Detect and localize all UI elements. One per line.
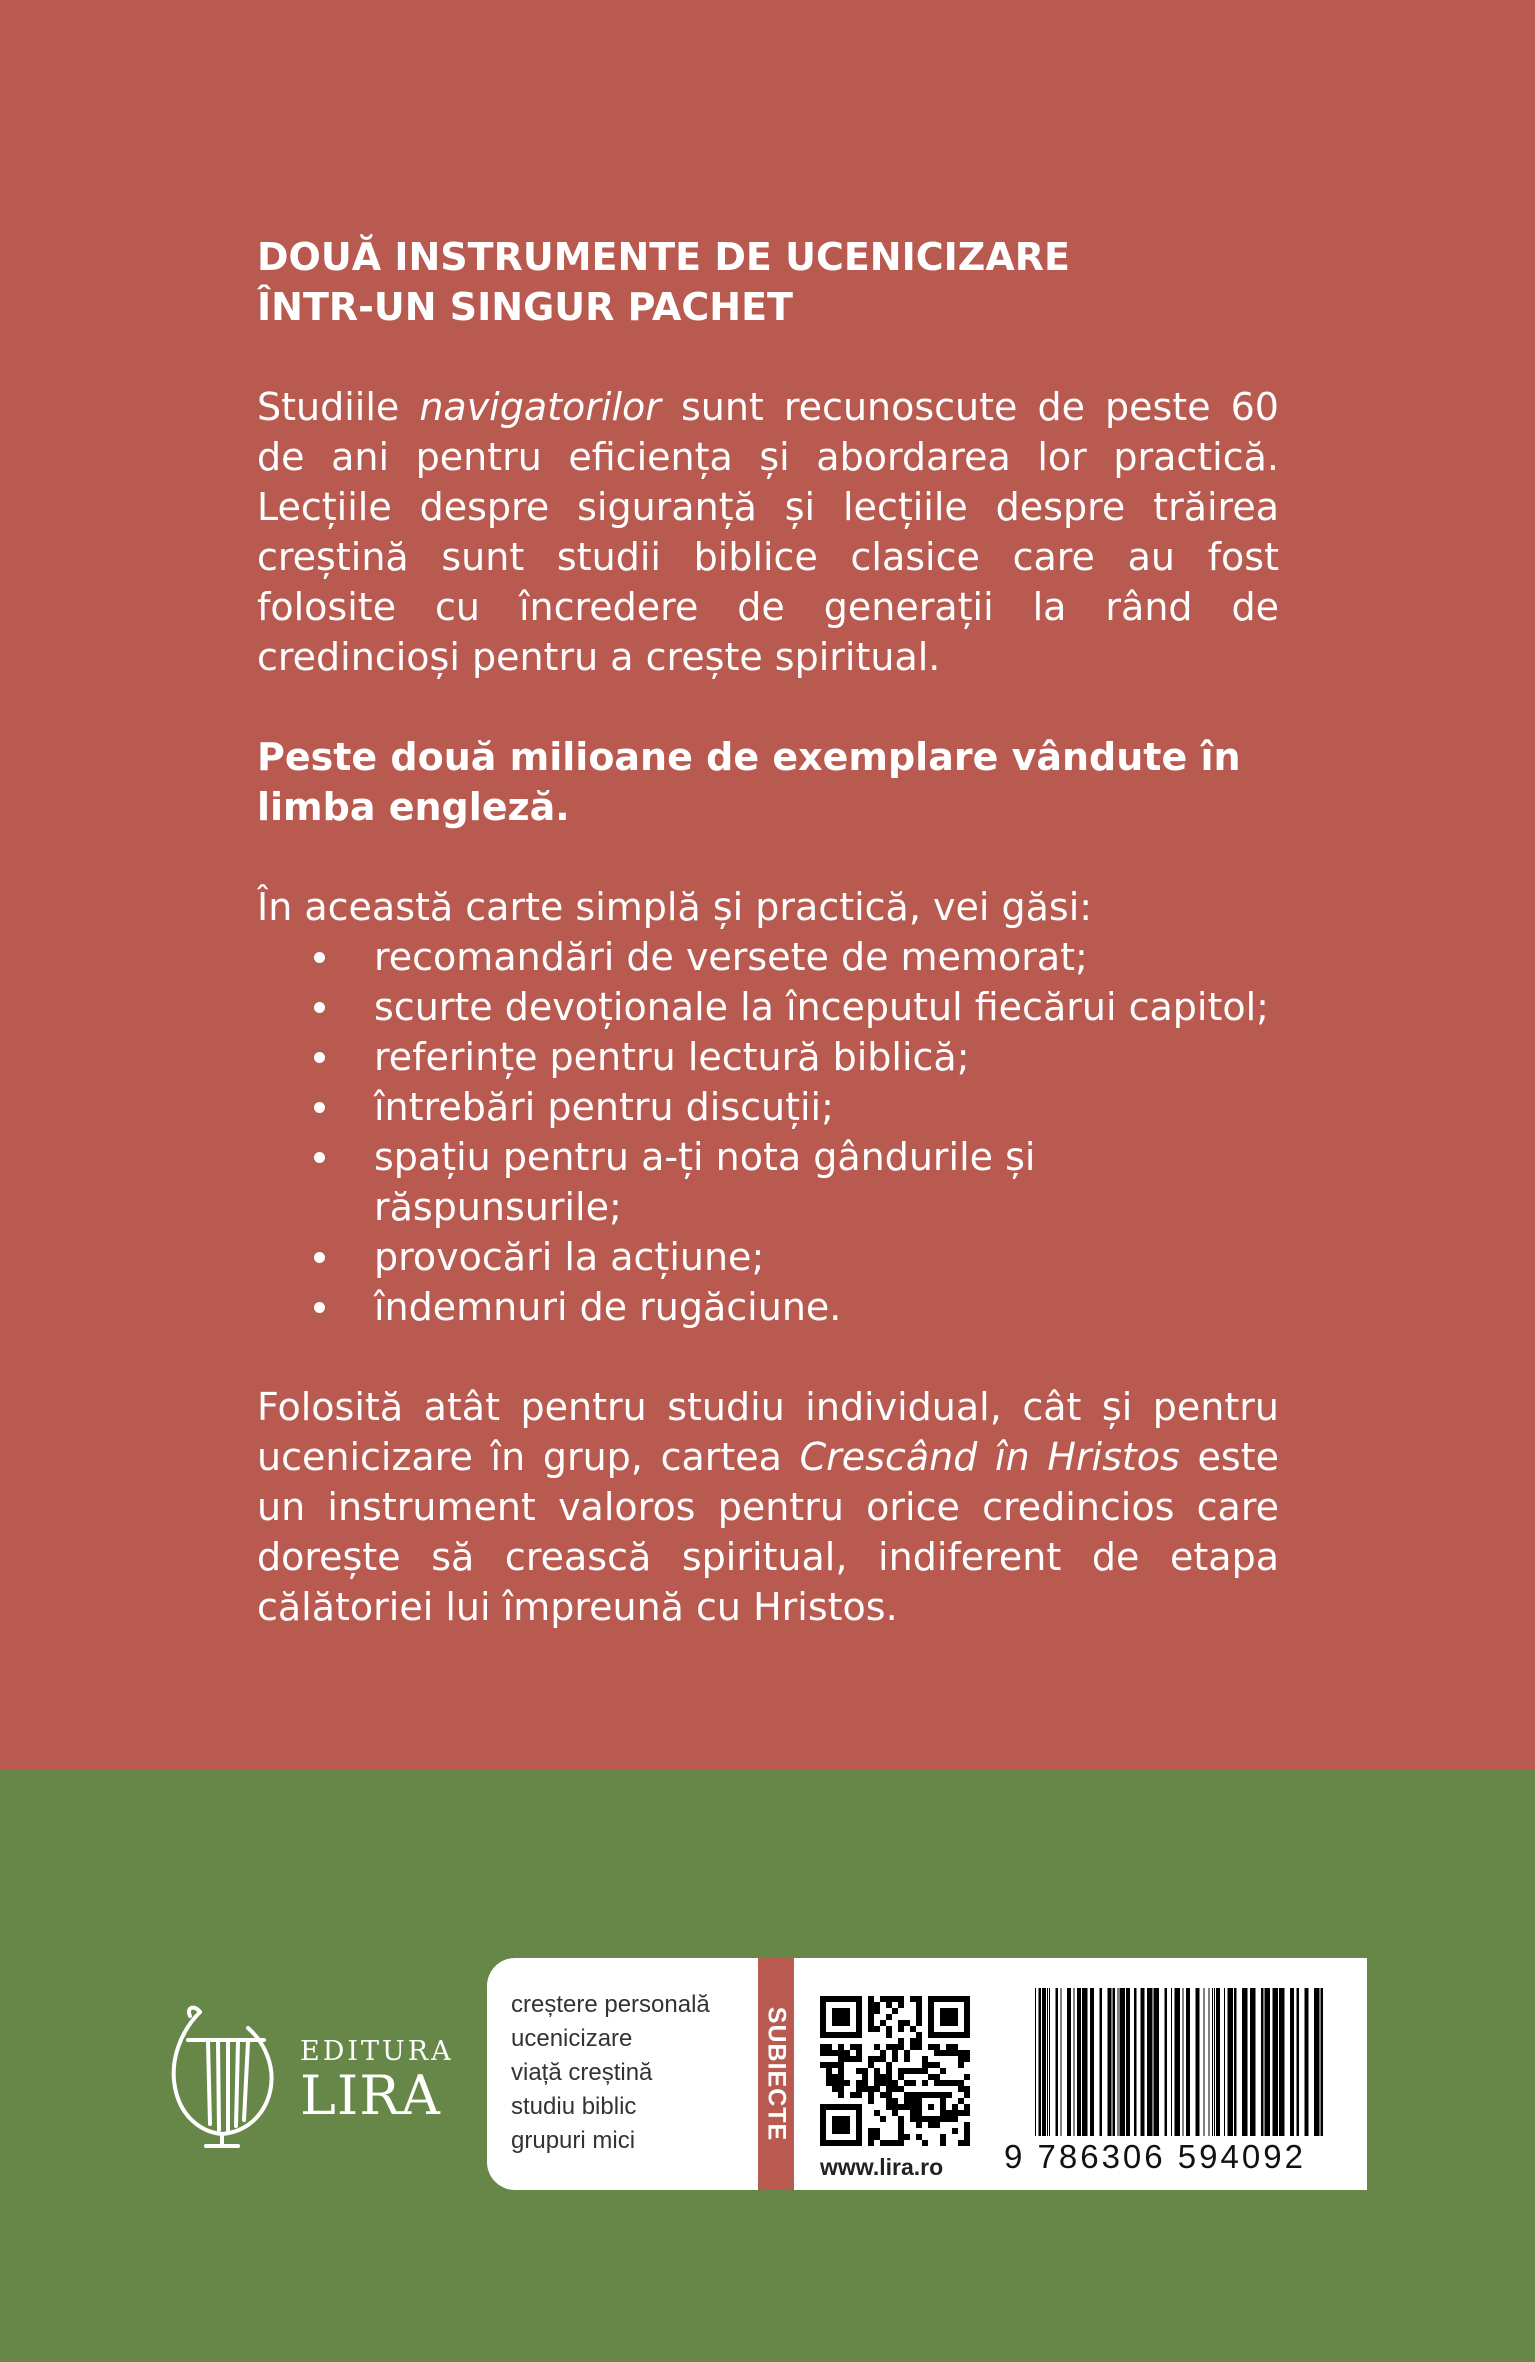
paragraph-sales: Peste două milioane de exemplare vândute în limba engleză. xyxy=(257,735,1241,829)
subject-item: creștere personală xyxy=(511,1991,710,2018)
list-item: provocări la acțiune; xyxy=(257,1232,1279,1282)
subject-item: grupuri mici xyxy=(511,2127,636,2154)
subject-item: viață creștină xyxy=(511,2059,653,2086)
subjects-label: SUBIECTE xyxy=(762,2006,791,2142)
list-item: îndemnuri de rugăciune. xyxy=(257,1282,1279,1332)
heading-line-1: DOUĂ INSTRUMENTE DE UCENICIZARE xyxy=(257,235,1070,279)
p3-before: Folosită atât pentru studiu individual, cât și pentru ucenicizare în grup, cartea xyxy=(257,1385,1279,1479)
qr-code-icon xyxy=(820,1996,970,2146)
p1-after: sunt recunoscute de peste 60 de ani pentru eficiența și abordarea lor practică. Lecțiile despre siguranță și lecțiile despre trăirea creștină sunt studii biblice clasice care au fost folosite cu încredere de generații la rând de credincioși pentru a crește spiritual. xyxy=(257,385,1279,679)
p3-after: este un instrument valoros pentru orice credincios care dorește să crească spiritual, indiferent de etapa călătoriei lui împreună cu Hristos. xyxy=(257,1435,1279,1629)
subjects-strip xyxy=(758,1958,794,2190)
list-intro: În această carte simplă și practică, vei găsi: xyxy=(257,885,1093,929)
list-item: întrebări pentru discuții; xyxy=(257,1082,1279,1132)
subjects-list xyxy=(511,1988,751,2158)
publisher-line-1: EDITURA xyxy=(300,2036,454,2067)
publisher-line-2: LIRA xyxy=(300,2064,441,2127)
publisher-logo xyxy=(160,2000,480,2150)
website-url: www.lira.ro xyxy=(820,2154,944,2180)
list-item: scurte devoționale la începutul fiecărui capitol; xyxy=(257,982,1279,1032)
lyre-icon xyxy=(160,2000,290,2150)
blurb-heading xyxy=(257,232,1279,332)
p3-emphasis: Crescând în Hristos xyxy=(799,1435,1180,1479)
feature-list xyxy=(257,932,1279,1332)
list-item: spațiu pentru a-ți nota gândurile și răspunsurile; xyxy=(257,1132,1279,1232)
p1-before: Studiile xyxy=(257,385,420,429)
paragraph-navigators xyxy=(257,382,1279,682)
info-panel xyxy=(487,1958,1367,2190)
blurb xyxy=(257,232,1279,1632)
heading-line-2: ÎNTR-UN SINGUR PACHET xyxy=(257,285,793,329)
list-item: referințe pentru lectură biblică; xyxy=(257,1032,1279,1082)
isbn-digits: 9 786306 594092 xyxy=(1004,2138,1306,2175)
list-item: recomandări de versete de memorat; xyxy=(257,932,1279,982)
barcode-icon xyxy=(1035,1988,1325,2136)
subject-item: ucenicizare xyxy=(511,2025,633,2052)
subject-item: studiu biblic xyxy=(511,2093,637,2120)
paragraph-usage xyxy=(257,1382,1279,1632)
p1-emphasis: navigatorilor xyxy=(419,385,661,429)
